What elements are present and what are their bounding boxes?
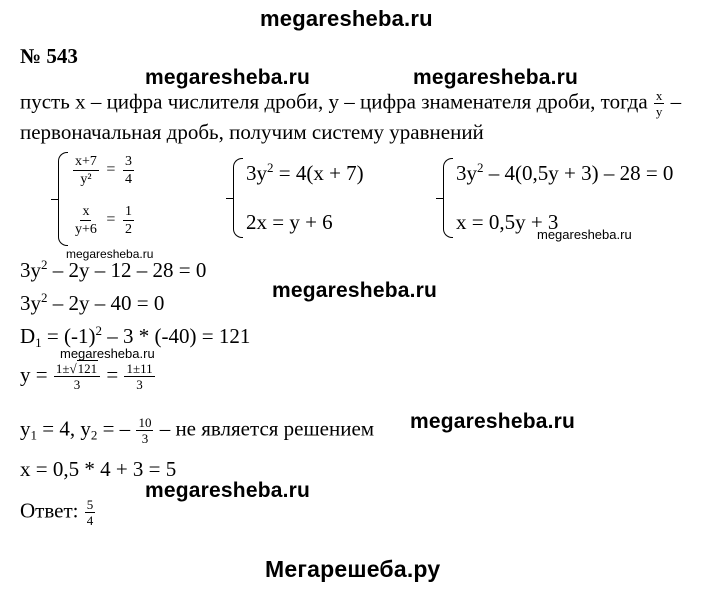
- intro-line-1: [20, 89, 681, 118]
- fraction-numerator: 3: [124, 154, 132, 169]
- watermark-small: megaresheba.ru: [60, 346, 155, 361]
- term: 3y: [20, 291, 41, 315]
- term: = 4(x + 7): [273, 161, 364, 185]
- system3-eq2: x = 0,5y + 3: [456, 210, 559, 234]
- term: – 3 * (-40) = 121: [102, 324, 251, 348]
- system-brace-1: [58, 152, 68, 246]
- step-line-2: [20, 291, 164, 315]
- term: = –: [97, 416, 131, 441]
- system-brace-3: [443, 158, 453, 238]
- subscript: 1: [35, 335, 42, 350]
- term: 1±: [55, 361, 70, 376]
- problem-number: № 543: [20, 44, 78, 68]
- radicand: 121: [77, 361, 98, 376]
- fraction-numerator: x: [655, 88, 663, 103]
- exponent: 2: [95, 323, 102, 338]
- exponent: 2: [477, 160, 484, 175]
- term: – не является решением: [159, 416, 375, 441]
- intro-text: пусть x – цифра числителя дроби, y – цифра знаменателя дроби, тогда: [20, 89, 648, 114]
- term: – 4(0,5y + 3) – 28 = 0: [483, 161, 674, 185]
- fraction-denominator: y: [655, 104, 663, 119]
- system2-eq1: [246, 161, 364, 185]
- equals-sign: =: [106, 362, 119, 387]
- watermark: megaresheba.ru: [145, 66, 311, 89]
- watermark: megaresheba.ru: [272, 279, 438, 302]
- term: 3y: [20, 258, 41, 282]
- system1-eq1: [72, 154, 135, 187]
- term: – 2y – 40 = 0: [47, 291, 165, 315]
- equals-sign: =: [106, 160, 116, 178]
- watermark: megaresheba.ru: [410, 410, 576, 433]
- term: = 4, y: [37, 416, 91, 441]
- watermark-small: megaresheba.ru: [66, 247, 154, 261]
- exponent: 2: [41, 257, 48, 272]
- answer-fraction: [85, 498, 96, 527]
- fraction-numerator: 5: [86, 497, 94, 512]
- fraction-numerator: x+7: [75, 154, 97, 169]
- y-label: y =: [20, 362, 48, 387]
- subscript: 2: [90, 427, 98, 443]
- exponent: 2: [267, 160, 274, 175]
- fraction: [54, 362, 100, 391]
- fraction: [73, 204, 99, 237]
- watermark-top: megaresheba.ru: [260, 6, 433, 31]
- term: D: [20, 324, 36, 348]
- term: 3y: [246, 161, 267, 185]
- fraction-numerator: x: [82, 204, 90, 219]
- step-line-1: [20, 258, 206, 282]
- intro-line-2: первоначальная дробь, получим систему уравнений: [20, 120, 484, 144]
- fraction: [123, 204, 134, 237]
- term: 3y: [456, 161, 477, 185]
- fraction-denominator: 3: [141, 431, 149, 446]
- fraction: [124, 362, 154, 391]
- fraction-denominator: y+6: [75, 222, 97, 237]
- watermark: megaresheba.ru: [413, 66, 579, 89]
- fraction: [73, 154, 99, 187]
- term: y: [20, 416, 31, 441]
- x-value-line: x = 0,5 * 4 + 3 = 5: [20, 457, 177, 481]
- fraction-denominator: 2: [124, 222, 132, 237]
- system2-eq2: 2x = y + 6: [246, 210, 333, 234]
- y1-y2-line: [20, 416, 374, 445]
- fraction-numerator: 1±11: [126, 361, 153, 376]
- fraction-denominator: 3: [136, 377, 143, 392]
- answer-line: [20, 498, 96, 527]
- fraction-denominator: 3: [73, 377, 81, 392]
- intro-dash: –: [670, 89, 682, 114]
- system1-eq2: [72, 204, 135, 237]
- fraction-numerator: [54, 362, 100, 377]
- watermark: megaresheba.ru: [145, 479, 311, 502]
- discriminant-line: [20, 324, 250, 348]
- equals-sign: =: [106, 210, 116, 228]
- term: – 2y – 12 – 28 = 0: [47, 258, 207, 282]
- watermark-small: megaresheba.ru: [537, 227, 632, 242]
- fraction: [136, 416, 153, 445]
- fraction-denominator: y²: [80, 172, 92, 187]
- fraction-numerator: 10: [138, 415, 152, 430]
- system3-eq1: [456, 161, 673, 185]
- term: = (-1): [41, 324, 96, 348]
- fraction-x-over-y: [654, 89, 665, 118]
- subscript: 1: [30, 427, 37, 443]
- fraction: [123, 154, 134, 187]
- sqrt-sign: √: [69, 361, 77, 376]
- fraction-numerator: 1: [124, 204, 132, 219]
- fraction-denominator: 4: [86, 513, 94, 528]
- y-roots-line: [20, 362, 156, 391]
- exponent: 2: [41, 290, 48, 305]
- fraction-denominator: 4: [124, 172, 132, 187]
- system-brace-2: [233, 158, 243, 238]
- watermark-bottom: Мегарешеба.ру: [265, 556, 441, 582]
- answer-label: Ответ:: [20, 498, 79, 523]
